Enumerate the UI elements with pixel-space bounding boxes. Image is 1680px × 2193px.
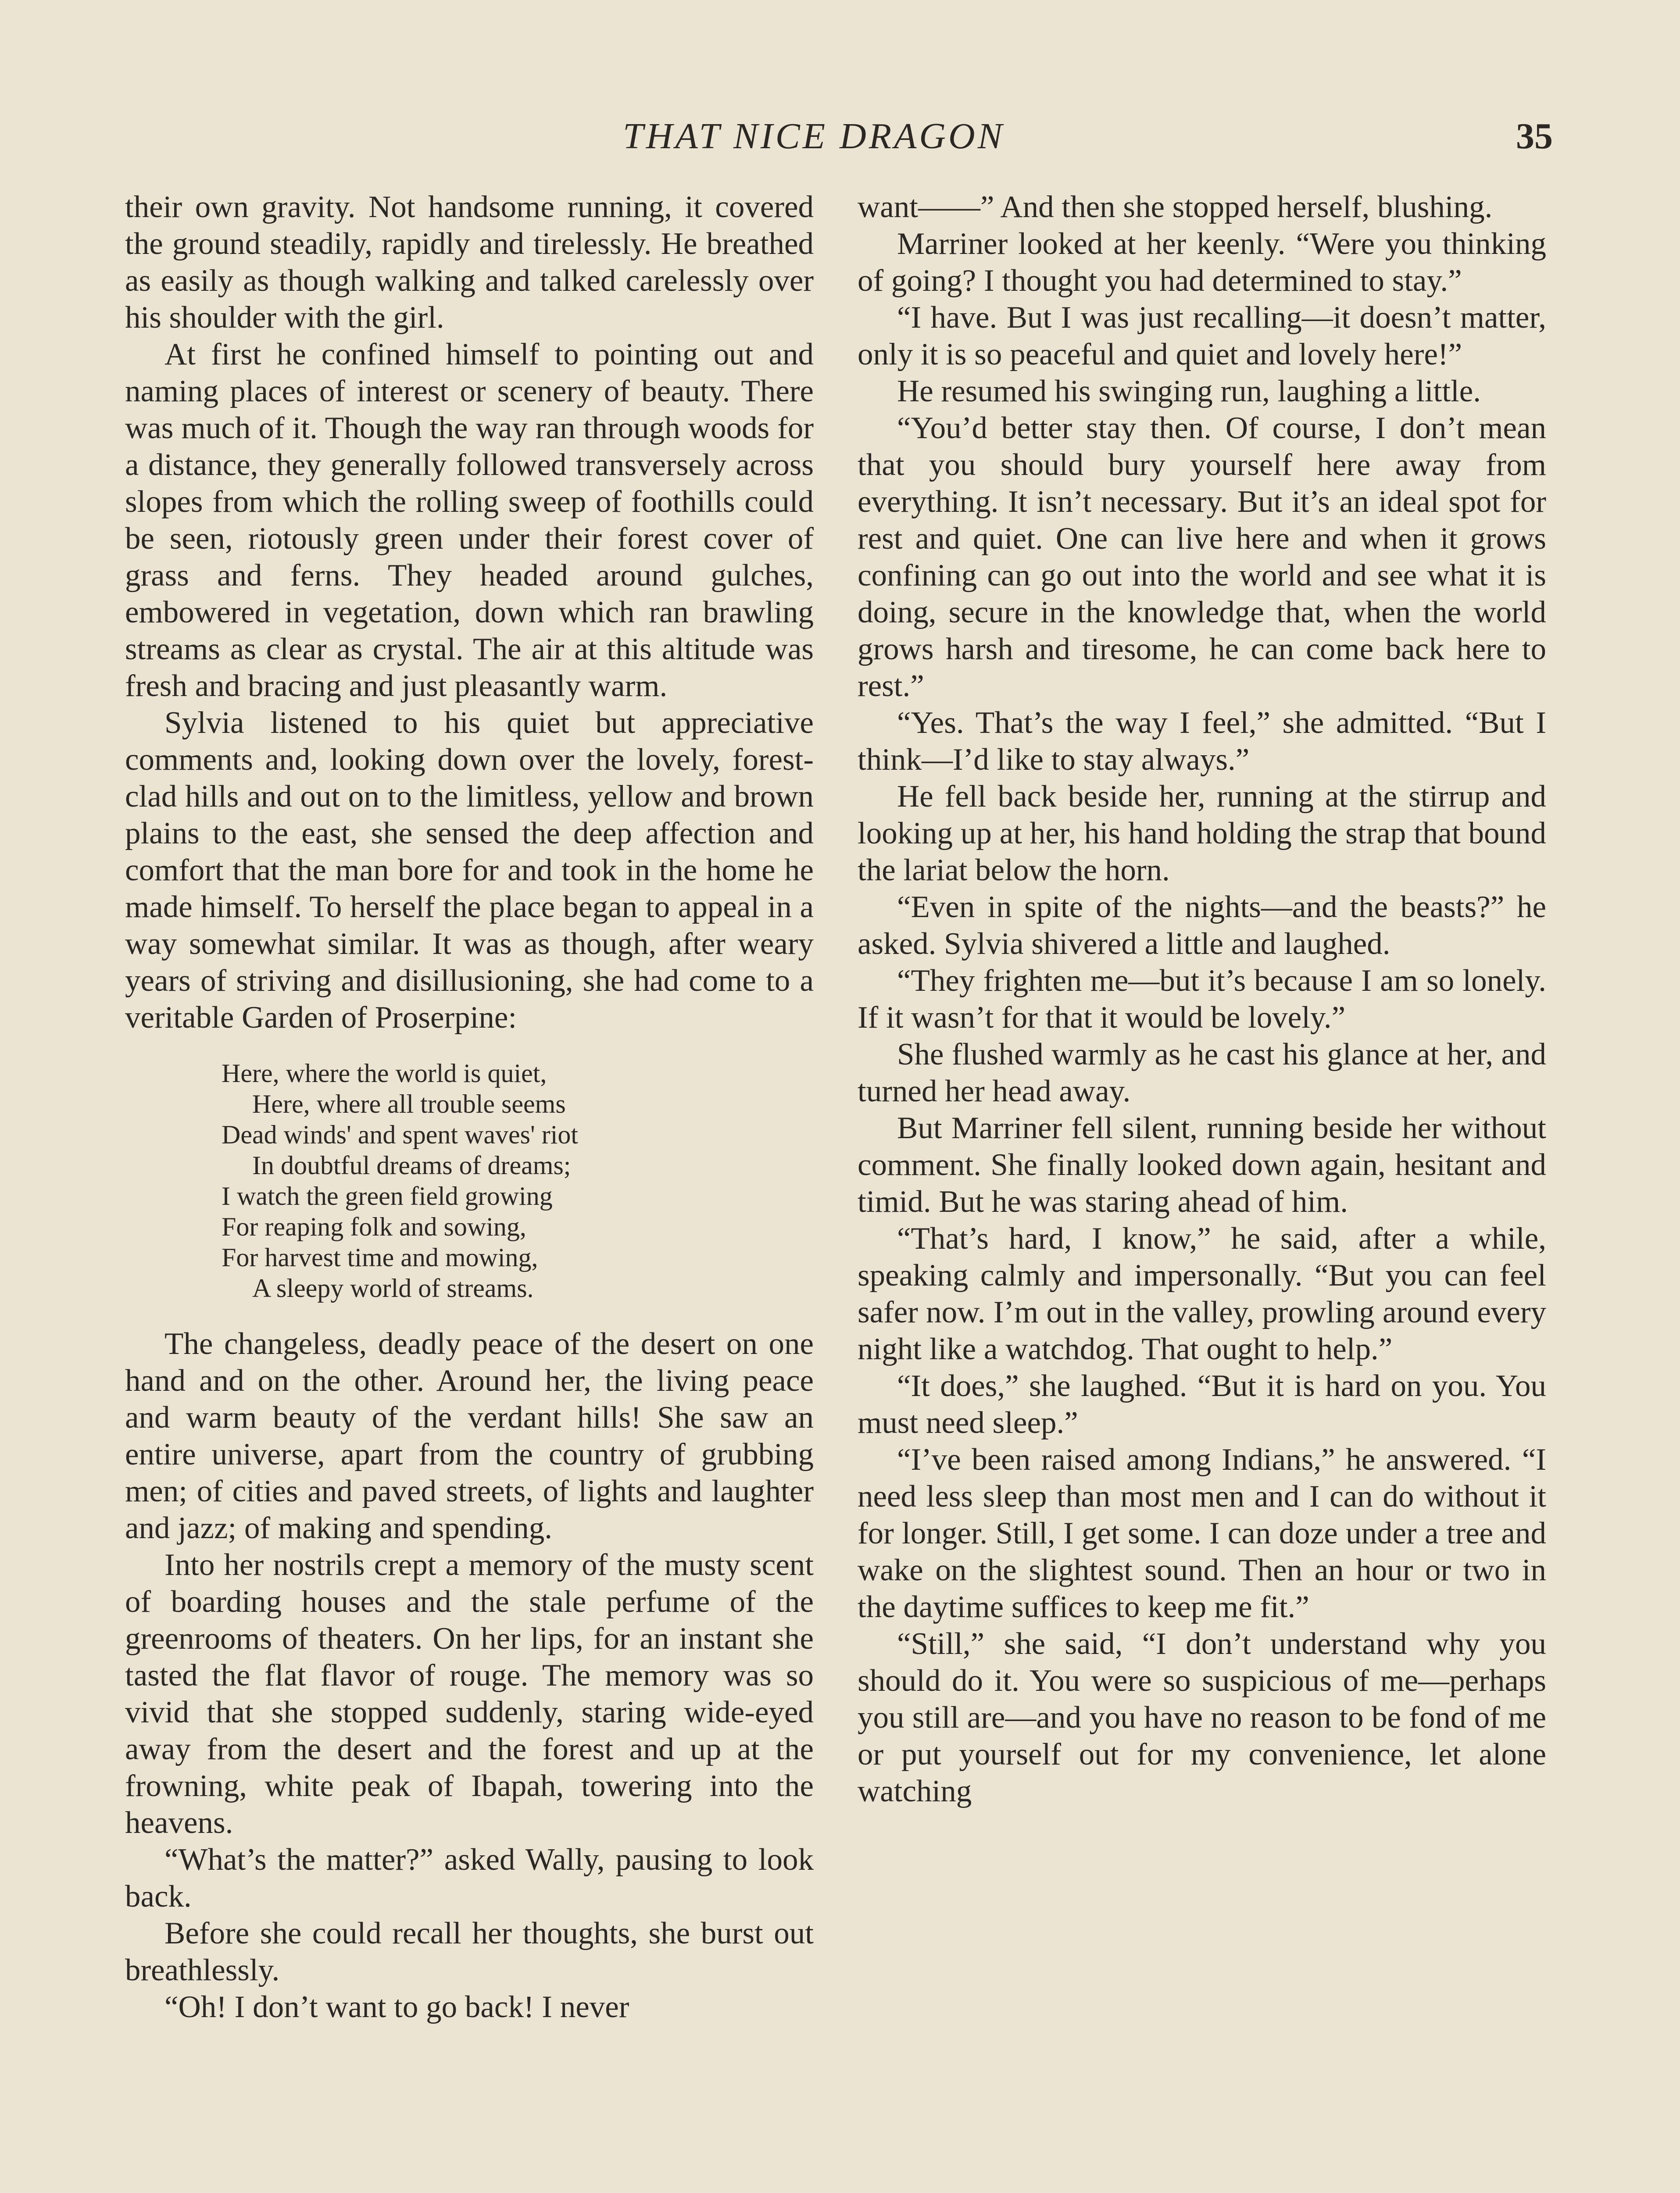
verse-line: A sleepy world of streams. bbox=[252, 1274, 534, 1303]
running-head: THAT NICE DRAGON bbox=[623, 116, 1005, 157]
verse-line: I watch the green field growing bbox=[222, 1182, 553, 1211]
verse-line: Here, where all trouble seems bbox=[252, 1089, 566, 1118]
verse-line: In doubtful dreams of dreams; bbox=[252, 1151, 571, 1180]
page-number: 35 bbox=[1516, 116, 1553, 157]
paragraph: “Still,” she said, “I don’t understand why you should do it. You were so suspicious of me—perhaps you still are—and you have no reason to be fond of me or put yourself out for my convenience, let alone watching bbox=[858, 1627, 1546, 1808]
paragraph: “It does,” she laughed. “But it is hard on you. You must need sleep.” bbox=[858, 1369, 1546, 1440]
paragraph: “That’s hard, I know,” he said, after a while, speaking calmly and impersonally. “But you can feel safer now. I’m out in the valley, prowling around every night like a watchdog. That ought to help.” bbox=[858, 1222, 1546, 1366]
paragraph: At first he confined himself to pointing out and naming places of interest or scenery of beauty. There was much of it. Though the way ran through woods for a distance, they generally followed transversely across slopes from which the rolling sweep of foothills could be seen, riotously green under their forest cover of grass and ferns. They headed around gulches, embowered in vegetation, down which ran brawling streams as clear as crystal. The air at this altitude was fresh and bracing and just pleasantly warm. bbox=[125, 337, 814, 703]
paragraph: He resumed his swinging run, laughing a little. bbox=[897, 374, 1481, 408]
paragraph: But Marriner fell silent, running beside her without comment. She finally looked down again, hesitant and timid. But he was staring ahead of him. bbox=[858, 1111, 1546, 1219]
left-column bbox=[125, 189, 814, 2193]
paragraph: She flushed warmly as he cast his glance at her, and turned her head away. bbox=[858, 1037, 1546, 1108]
page-header bbox=[0, 115, 1680, 168]
paragraph: their own gravity. Not handsome running, it covered the ground steadily, rapidly and tirelessly. He breathed as easily as though walking and talked carelessly over his shoulder with the girl. bbox=[125, 190, 814, 335]
paragraph: want——” And then she stopped herself, blushing. bbox=[858, 190, 1493, 224]
paragraph: “I have. But I was just recalling—it doesn’t matter, only it is so peaceful and quiet and lovely here!” bbox=[858, 300, 1546, 371]
paragraph: Marriner looked at her keenly. “Were you thinking of going? I thought you had determined to stay.” bbox=[858, 227, 1546, 298]
paragraph: “I’ve been raised among Indians,” he answered. “I need less sleep than most men and I can do without it for longer. Still, I get some. I can doze under a tree and wake on the slightest sound. Then an hour or two in the daytime suffices to keep me fit.” bbox=[858, 1443, 1546, 1624]
paragraph: “Even in spite of the nights—and the beasts?” he asked. Sylvia shivered a little and laughed. bbox=[858, 890, 1546, 961]
paragraph: Sylvia listened to his quiet but appreciative comments and, looking down over the lovely, forest-clad hills and out on to the limitless, yellow and brown plains to the east, she sensed the deep affection and comfort that the man bore for and took in the home he made himself. To herself the place began to appeal in a way somewhat similar. It was as though, after weary years of striving and disillusioning, she had come to a veritable Garden of Proserpine: bbox=[125, 706, 814, 1035]
paragraph: “They frighten me—but it’s because I am so lonely. If it wasn’t for that it would be lovely.” bbox=[858, 964, 1546, 1035]
verse-block bbox=[222, 1058, 814, 1304]
paragraph: Into her nostrils crept a memory of the musty scent of boarding houses and the stale perfume of the greenrooms of theaters. On her lips, for an instant she tasted the flat flavor of rouge. The memory was so vivid that she stopped suddenly, staring wide-eyed away from the desert and the forest and up at the frowning, white peak of Ibapah, towering into the heavens. bbox=[125, 1548, 814, 1840]
verse-line: For reaping folk and sowing, bbox=[222, 1212, 526, 1241]
verse-line: Here, where the world is quiet, bbox=[222, 1059, 547, 1088]
paragraph: The changeless, deadly peace of the desert on one hand and on the other. Around her, the living peace and warm beauty of the verdant hills! She saw an entire universe, apart from the country of grubbing men; of cities and paved streets, of lights and laughter and jazz; of making and spending. bbox=[125, 1327, 814, 1545]
paragraph: “Oh! I don’t want to go back! I never bbox=[164, 1990, 629, 2024]
paragraph: Before she could recall her thoughts, she burst out breathlessly. bbox=[125, 1916, 814, 1987]
paragraph: He fell back beside her, running at the stirrup and looking up at her, his hand holding the strap that bound the lariat below the horn. bbox=[858, 779, 1546, 887]
paragraph: “You’d better stay then. Of course, I don’t mean that you should bury yourself here away from everything. It isn’t necessary. But it’s an ideal spot for rest and quiet. One can live here and when it grows confining can go out into the world and see what it is doing, secure in the knowledge that, when the world grows harsh and tiresome, he can come back here to rest.” bbox=[858, 411, 1546, 703]
paragraph: “What’s the matter?” asked Wally, pausing to look back. bbox=[125, 1843, 814, 1914]
verse-line: Dead winds' and spent waves' riot bbox=[222, 1120, 579, 1149]
verse-line: For harvest time and mowing, bbox=[222, 1243, 538, 1272]
paragraph: “Yes. That’s the way I feel,” she admitted. “But I think—I’d like to stay always.” bbox=[858, 706, 1546, 777]
right-column bbox=[858, 189, 1546, 2193]
